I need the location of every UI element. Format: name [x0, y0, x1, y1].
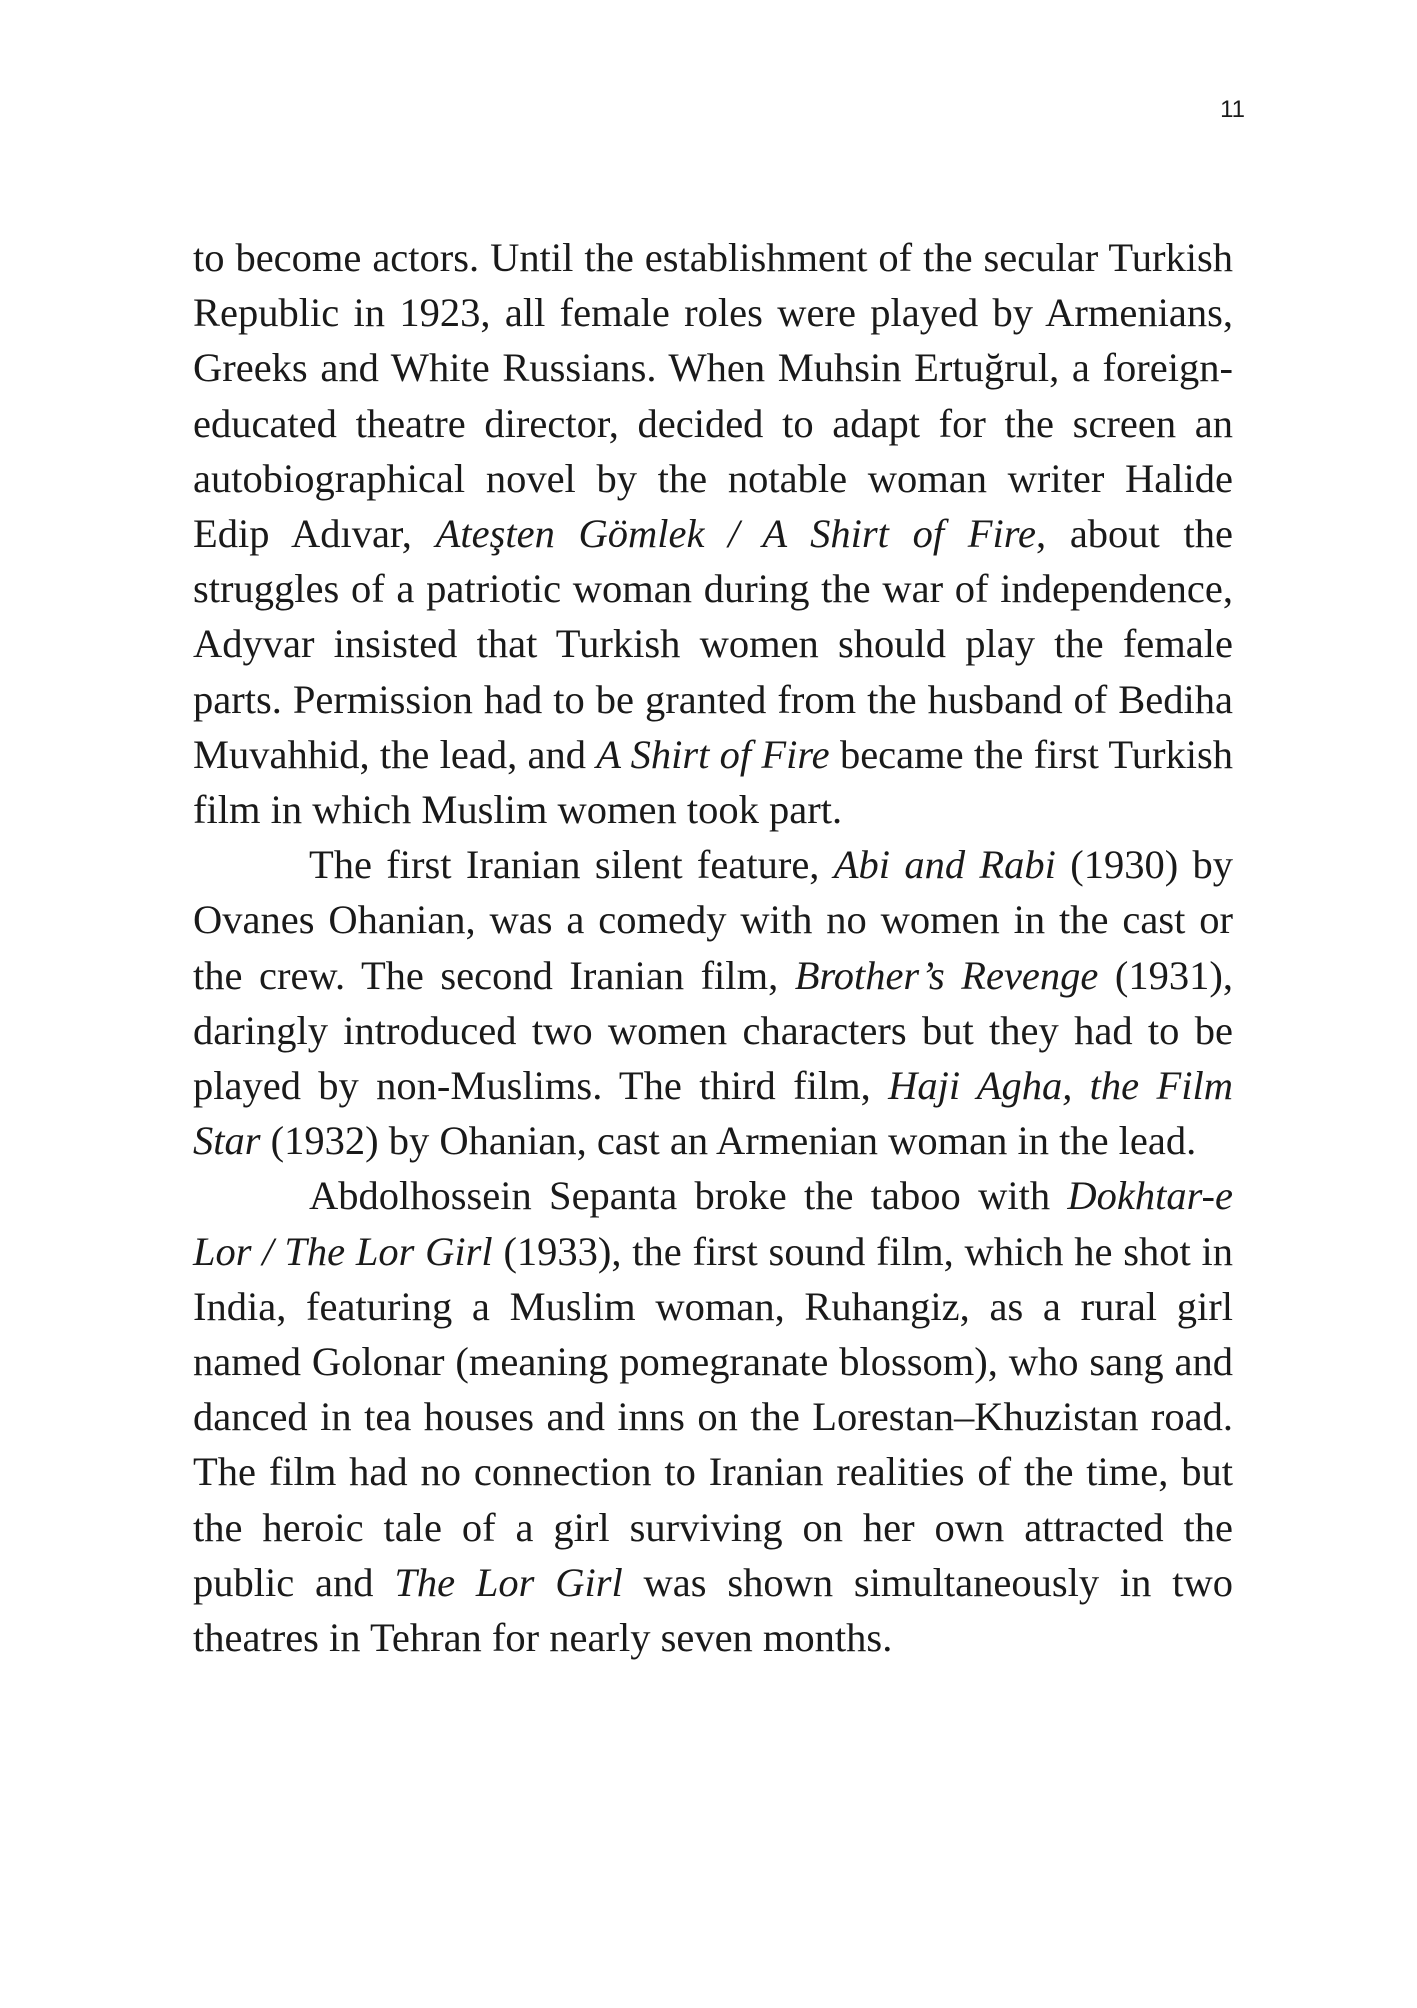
paragraph [193, 1168, 1233, 1665]
italic-title: Brother’s Revenge [794, 952, 1099, 998]
text-run: Abdolhossein Sepanta broke the taboo with [309, 1173, 1068, 1219]
page-number: 11 [1220, 96, 1245, 123]
italic-title: Ateşten Gömlek / A Shirt of Fire [435, 511, 1036, 557]
paragraph [193, 230, 1233, 837]
text-run: to become actors. Until the establishment of the secular Turkish Republic in 1923, all female roles were played by Armenians, Greeks and White Russians. When Muhsin Ertuğrul, a foreign-educated theatre director, decided to adapt for the screen an autobiographical novel by the notable woman writer Halide Edip Adıvar, [193, 235, 1233, 557]
text-run: , about the struggles of a patriotic woman during the war of independence, Adyvar insisted that Turkish women should play the female parts. Permission had to be granted from the husband of Bediha Muvahhid, the lead, and [193, 511, 1233, 777]
text-run: became the first Turkish film in which Muslim women took part. [193, 731, 1233, 833]
italic-title: Haji Agha, the Film Star [193, 1063, 1233, 1164]
paragraph [193, 837, 1233, 1168]
text-run: (1930) by Ovanes Ohanian, was a comedy with no women in the cast or the crew. The second Iranian film, [193, 842, 1234, 998]
text-run: (1931), daringly introduced two women characters but they had to be played by non-Muslims. The third film, [193, 952, 1233, 1109]
body-text [193, 230, 1233, 1665]
italic-title: Dokhtar-e Lor / The Lor Girl [193, 1173, 1233, 1274]
text-run: The first Iranian silent feature, [309, 842, 834, 888]
italic-title: A Shirt of Fire [596, 731, 830, 777]
italic-title: The Lor Girl [394, 1559, 623, 1605]
italic-title: Abi and Rabi [833, 842, 1056, 888]
text-run: was shown simultaneously in two theatres in Tehran for nearly seven months. [193, 1559, 1233, 1661]
text-run: (1932) by Ohanian, cast an Armenian woman in the lead. [260, 1118, 1197, 1164]
text-run: (1933), the first sound film, which he shot in India, featuring a Muslim woman, Ruhangiz, as a rural girl named Golonar (meaning pomegranate blossom), who sang and danced in tea houses and inns on the Lorestan–Khuzistan road. The film had no connection to Iranian realities of the time, but the heroic tale of a girl surviving on her own attracted the public and [193, 1228, 1233, 1605]
